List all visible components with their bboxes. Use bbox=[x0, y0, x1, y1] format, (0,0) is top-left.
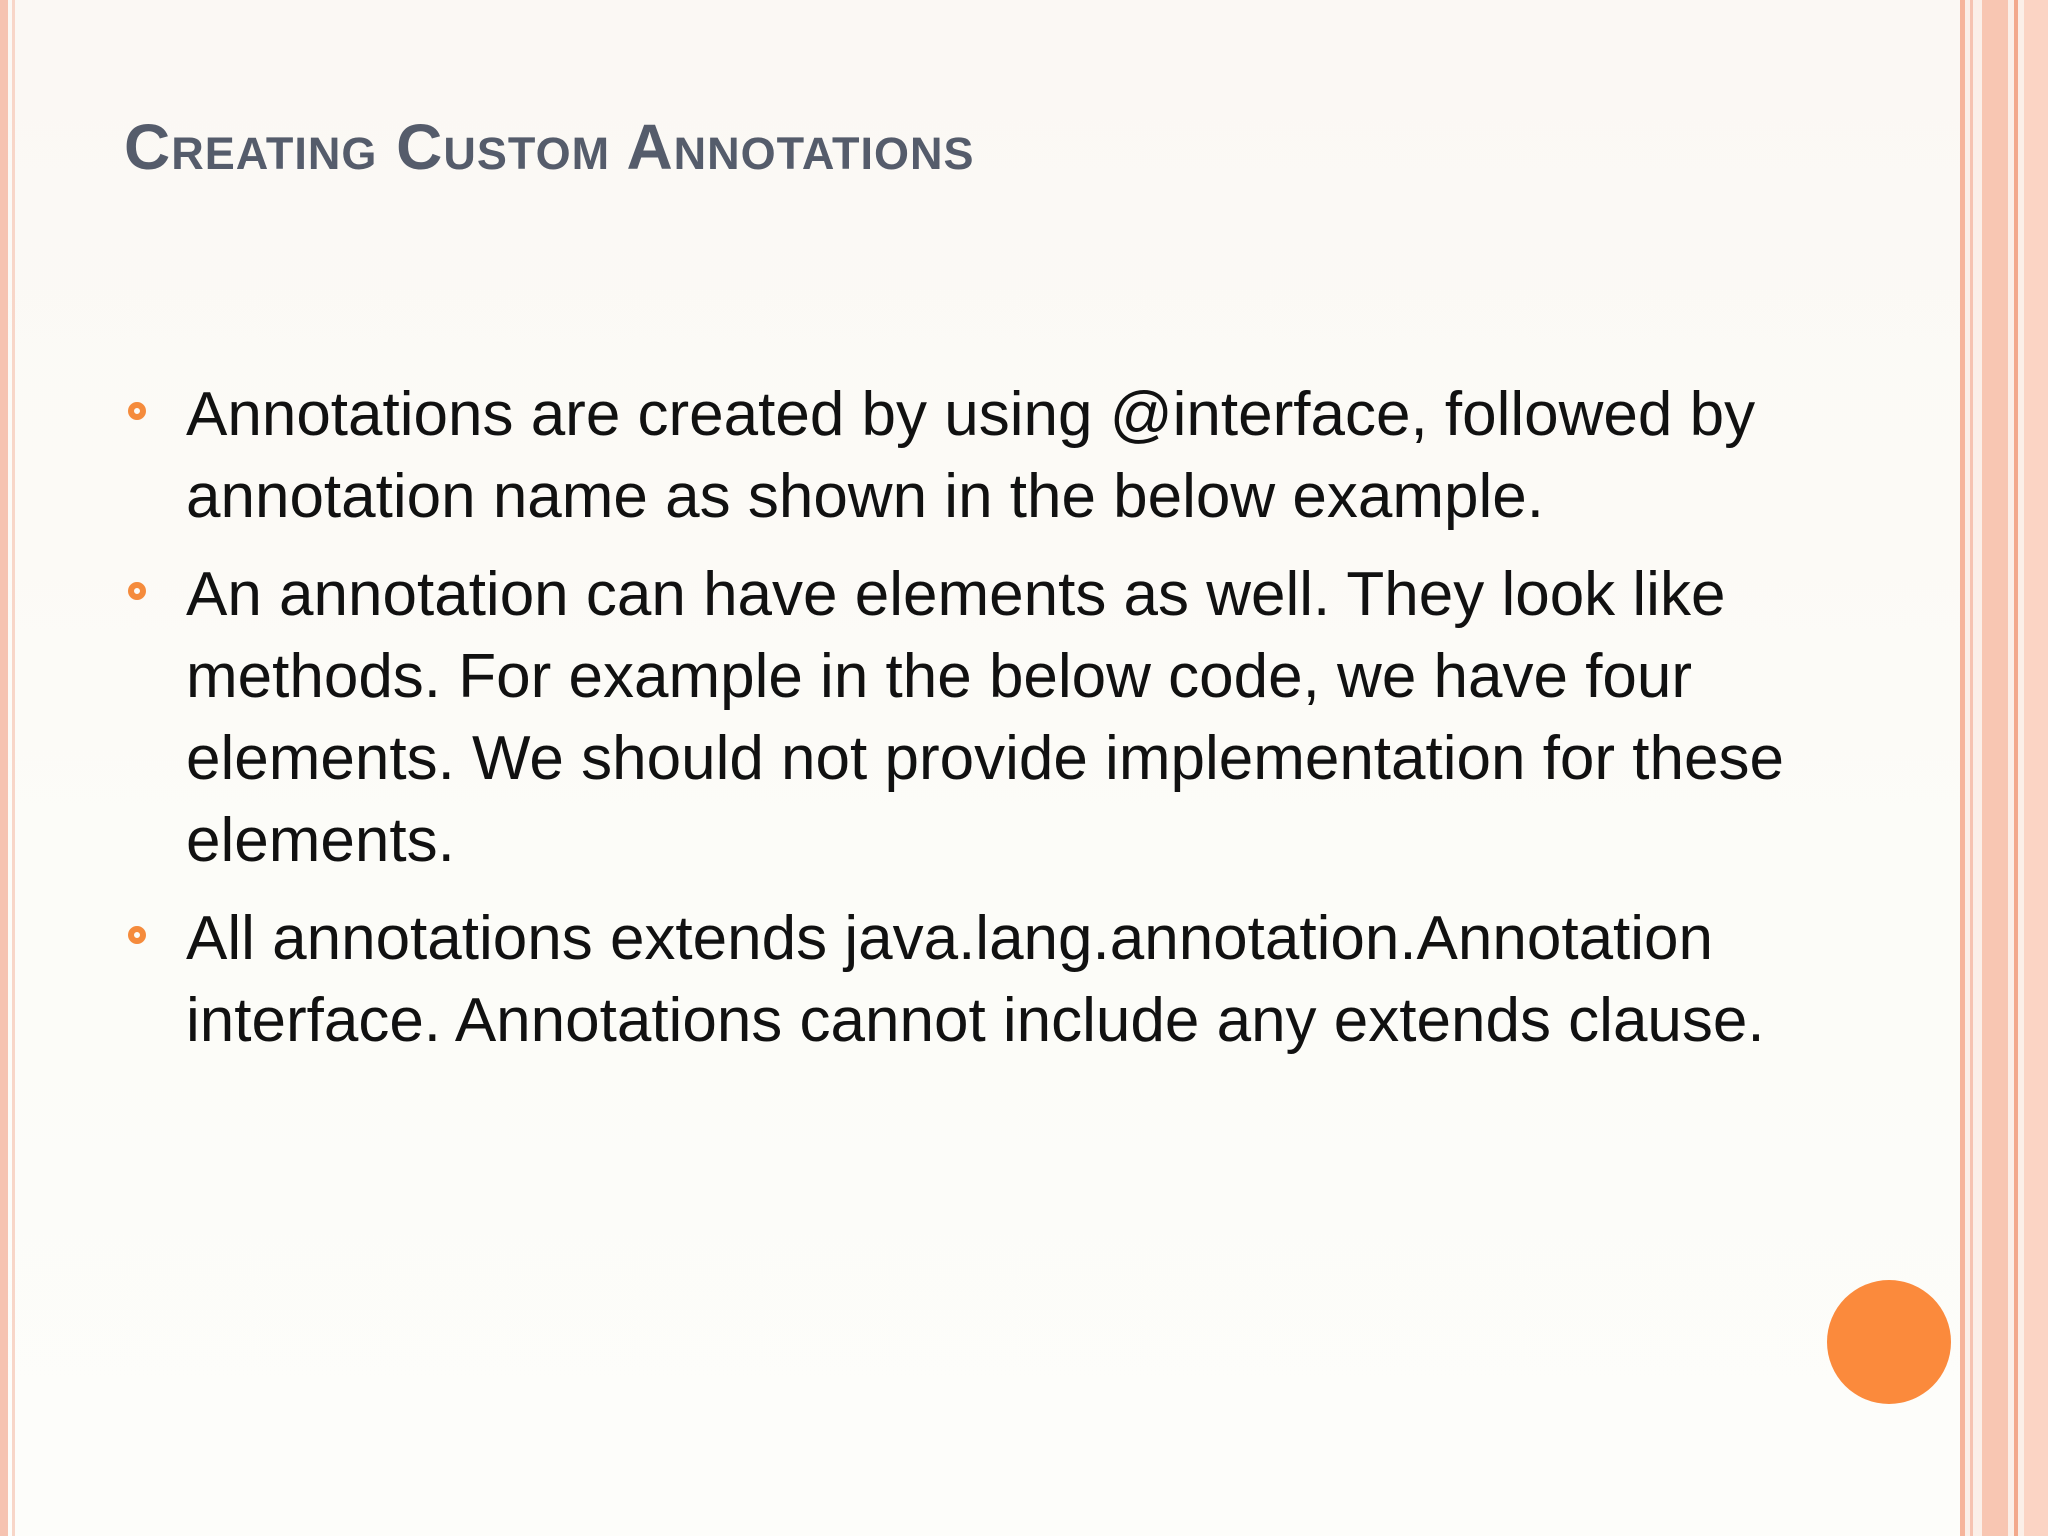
left-border-stripe bbox=[0, 0, 8, 1536]
right-border-stripe bbox=[1970, 0, 1973, 1536]
circle-bullet-icon bbox=[128, 402, 146, 420]
circle-bullet-icon bbox=[128, 926, 146, 944]
bullet-text: Annotations are created by using @interface, followed by annotation name as shown in the below example. bbox=[186, 380, 1756, 531]
right-border-stripe bbox=[2014, 0, 2018, 1536]
slide-title: Creating Custom Annotations bbox=[124, 111, 975, 183]
circle-bullet-icon bbox=[128, 582, 146, 600]
right-border-stripe bbox=[1960, 0, 1965, 1536]
bullet-item bbox=[124, 374, 1784, 538]
bullet-text: All annotations extends java.lang.annotation.Annotation interface. Annotations cannot include any extends clause. bbox=[186, 904, 1765, 1055]
bullet-item bbox=[124, 554, 1784, 882]
right-border-stripe bbox=[2024, 0, 2048, 1536]
left-border-stripe-thin bbox=[12, 0, 15, 1536]
right-border-stripe bbox=[1982, 0, 2008, 1536]
bullet-text: An annotation can have elements as well. They look like methods. For example in the below code, we have four elements. We should not provide implementation for these elements. bbox=[186, 560, 1784, 875]
bullet-list bbox=[124, 374, 1784, 1078]
bullet-item bbox=[124, 898, 1784, 1062]
decorative-circle bbox=[1827, 1280, 1951, 1404]
